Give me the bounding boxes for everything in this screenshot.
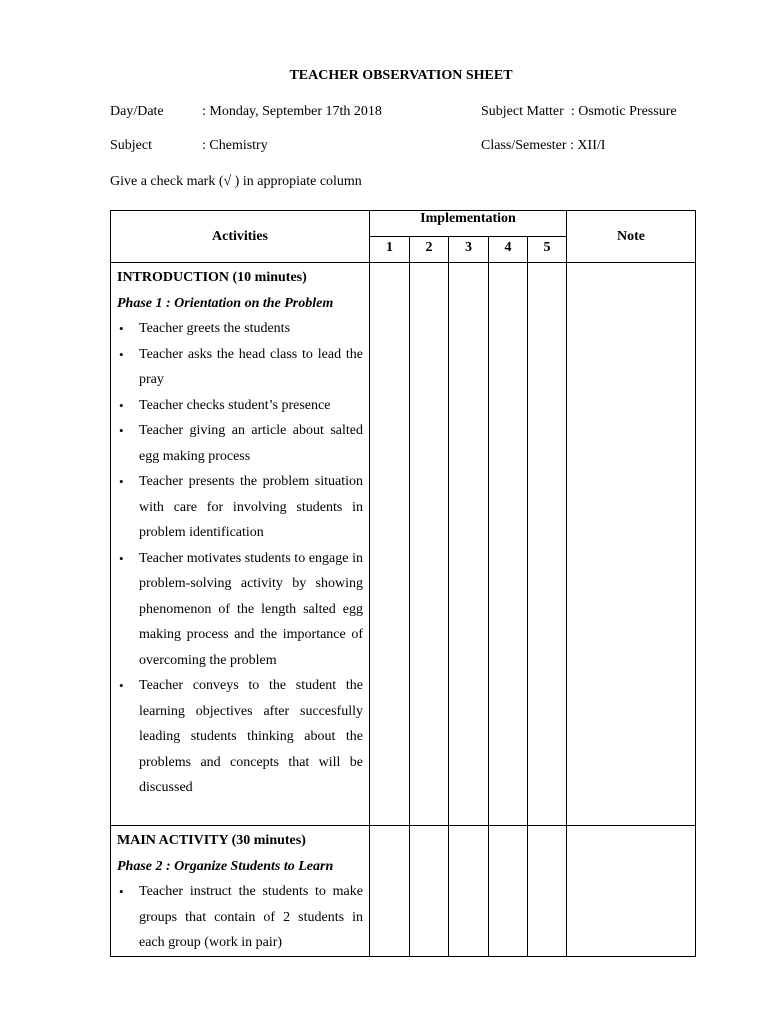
scale-header-4: 4 — [489, 237, 528, 263]
section-heading-main-activity: MAIN ACTIVITY (30 minutes) — [117, 833, 306, 848]
check-cell-2[interactable] — [410, 826, 449, 957]
note-header: Note — [567, 211, 696, 263]
implementation-header: Implementation — [370, 211, 567, 237]
check-cell-1[interactable] — [370, 826, 410, 957]
check-cell-3[interactable] — [449, 263, 489, 826]
day-date-label: Day/Date — [110, 104, 164, 119]
day-date-value: : Monday, September 17th 2018 — [202, 104, 382, 119]
observation-table — [110, 210, 696, 957]
subject-matter-value: : Osmotic Pressure — [570, 104, 677, 119]
list-item: • Teacher greets the students — [117, 316, 363, 342]
list-item: • Teacher checks student’s presence — [117, 393, 363, 419]
check-cell-1[interactable] — [370, 263, 410, 826]
activity-list-phase-2 — [117, 879, 363, 956]
check-cell-4[interactable] — [489, 263, 528, 826]
list-item: • Teacher motivates students to engage in problem-solving activity by showing phenomenon of the length salted egg making process and the importance of overcoming the problem — [117, 546, 363, 674]
instruction-text: Give a check mark (√ ) in appropiate column — [110, 174, 362, 189]
sheet-title: TEACHER OBSERVATION SHEET — [289, 68, 513, 83]
table-row-main-activity — [111, 826, 696, 957]
phase-1-title: Phase 1 : Orientation on the Problem — [117, 295, 334, 311]
subject-value: : Chemistry — [202, 138, 268, 153]
check-cell-5[interactable] — [528, 263, 567, 826]
note-cell[interactable] — [567, 826, 696, 957]
list-item: • Teacher asks the head class to lead the pray — [117, 342, 363, 393]
section-heading-introduction: INTRODUCTION (10 minutes) — [117, 270, 307, 285]
class-semester-row — [481, 138, 605, 154]
list-item: • Teacher conveys to the student the learning objectives after succesfully leading students thinking about the problems and concepts that will be discussed — [117, 673, 363, 801]
activity-list-phase-1 — [117, 316, 363, 801]
class-semester-label: Class/Semester — [481, 138, 567, 153]
subject-matter-row — [481, 104, 677, 120]
list-item: • Teacher giving an article about salted egg making process — [117, 418, 363, 469]
phase-2-title: Phase 2 : Organize Students to Learn — [117, 858, 334, 874]
note-cell[interactable] — [567, 263, 696, 826]
list-item: • Teacher presents the problem situation with care for involving students in problem identification — [117, 469, 363, 546]
scale-header-2: 2 — [410, 237, 449, 263]
activities-header: Activities — [111, 211, 370, 263]
scale-header-1: 1 — [370, 237, 410, 263]
scale-header-5: 5 — [528, 237, 567, 263]
check-cell-5[interactable] — [528, 826, 567, 957]
check-cell-3[interactable] — [449, 826, 489, 957]
activity-cell-introduction — [111, 263, 370, 826]
subject-row — [110, 138, 268, 154]
check-cell-4[interactable] — [489, 826, 528, 957]
day-date-row — [110, 104, 382, 120]
list-item: • Teacher instruct the students to make groups that contain of 2 students in each group (work in pair) — [117, 879, 363, 956]
scale-header-3: 3 — [449, 237, 489, 263]
subject-matter-label: Subject Matter — [481, 104, 564, 119]
activity-cell-main-activity — [111, 826, 370, 957]
table-row-introduction — [111, 263, 696, 826]
class-semester-value: : XII/I — [570, 138, 606, 153]
subject-label: Subject — [110, 138, 152, 153]
check-cell-2[interactable] — [410, 263, 449, 826]
